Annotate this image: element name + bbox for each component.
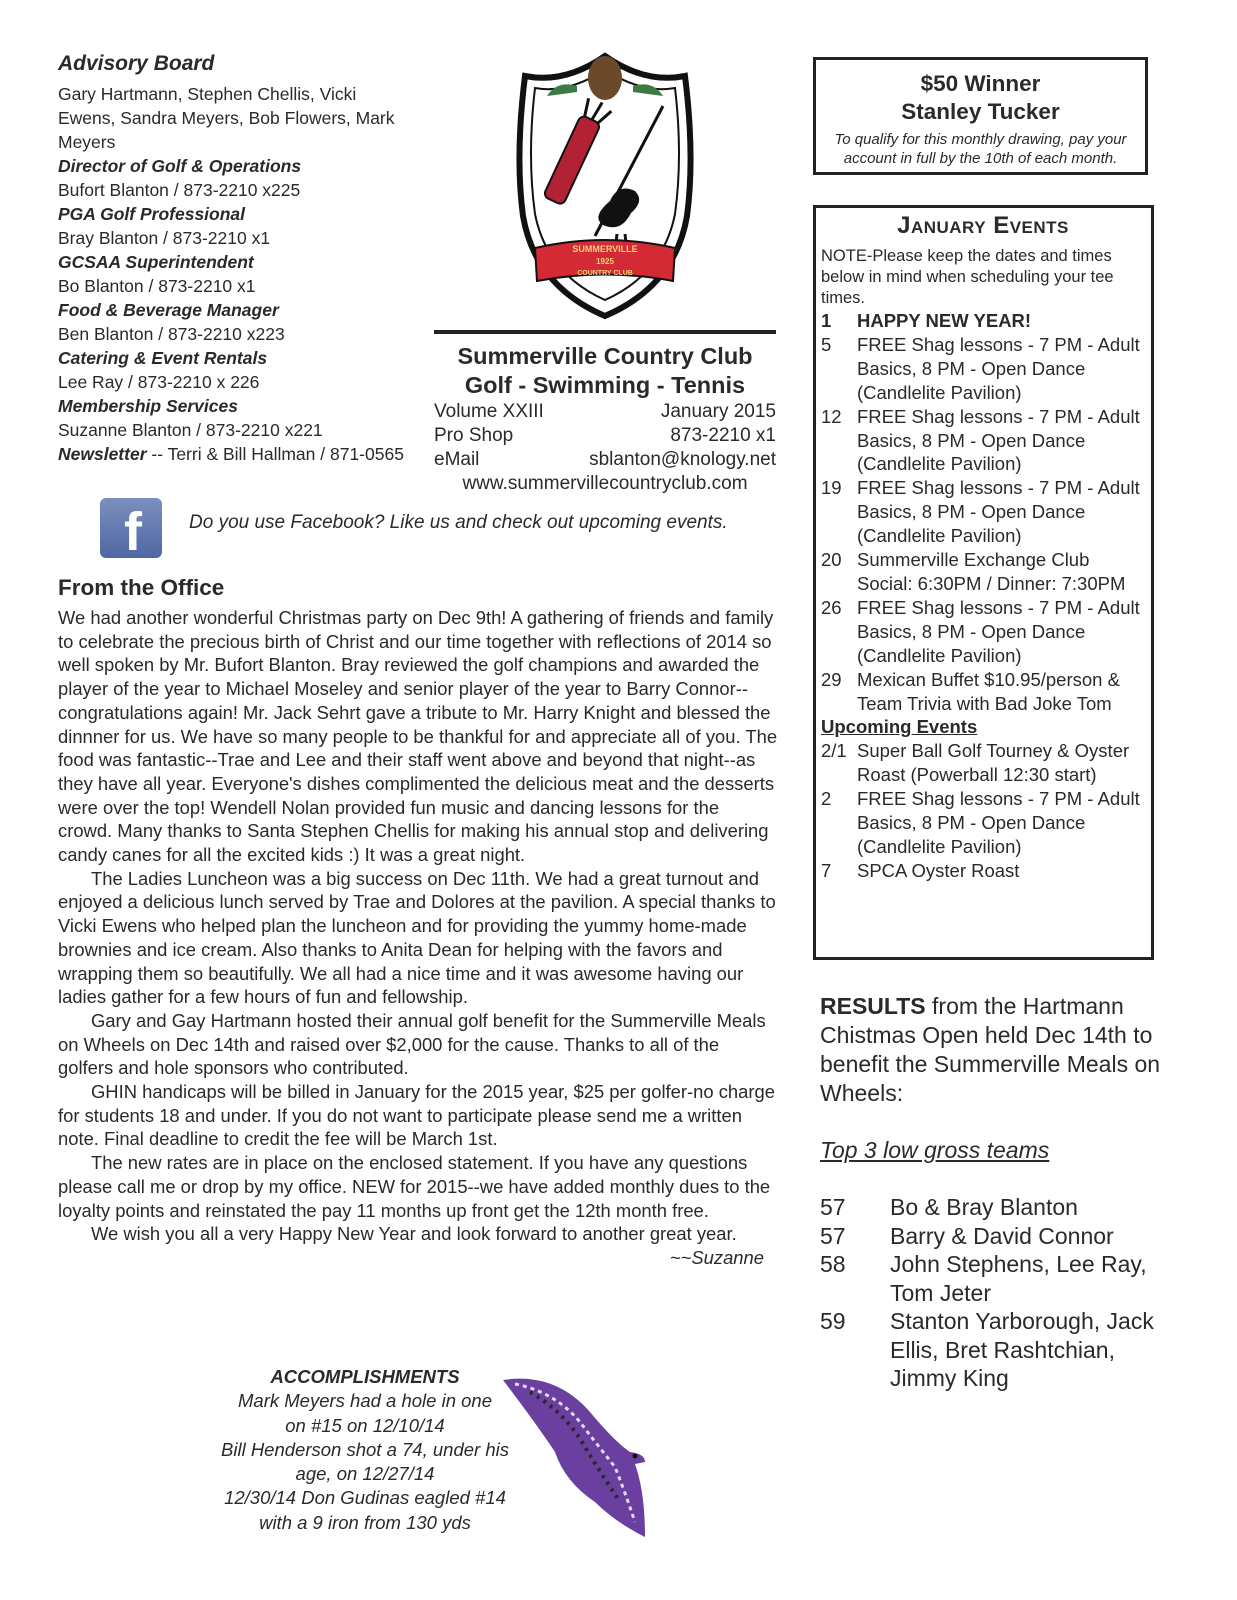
volume-row [434,400,776,424]
result-score: 58 [820,1251,846,1277]
staff-contact: Ben Blanton / 873-2210 x223 [58,324,285,344]
event-item [821,476,1145,548]
event-item [821,405,1145,477]
facebook-glyph: f [124,502,142,562]
staff-role: Membership Services [58,396,238,416]
accomplishment-line: 12/30/14 Don Gudinas eagled #14 [224,1487,506,1509]
event-day: 20 [821,549,842,571]
result-team: Bo & Bray Blanton [890,1194,1078,1220]
advisory-board [58,52,438,466]
winner-name: Stanley Tucker [901,99,1060,124]
event-text: FREE Shag lessons - 7 PM - Adult Basics, 8 PM - Open Dance (Candlelite Pavilion) [857,596,1140,666]
office-paragraph: Gary and Gay Hartmann hosted their annual golf benefit for the Summerville Meals on Wheels on Dec 14th and raised over $2,000 for the cause. Thanks to all of the golfers and hole sponsors who contributed. [58,1009,766,1079]
event-text: FREE Shag lessons - 7 PM - Adult Basics, 8 PM - Open Dance (Candlelite Pavilion) [857,477,1140,547]
results-lead-bold: RESULTS [820,993,926,1019]
proshop-phone: 873-2210 x1 [670,425,776,446]
office-heading: From the Office [58,575,225,600]
proshop-label: Pro Shop [434,425,514,446]
staff-contact: Lee Ray / 873-2210 x 226 [58,372,260,392]
email-row [434,448,776,472]
result-team: Stanton Yarborough, Jack Ellis, Bret Rashtchian, Jimmy King [890,1308,1154,1391]
office-signature: ~~Suzanne [669,1246,764,1268]
monthly-winner-box [813,57,1148,175]
event-text: FREE Shag lessons - 7 PM - Adult Basics, 8 PM - Open Dance (Candlelite Pavilion) [857,333,1140,403]
staff-contact: Bo Blanton / 873-2210 x1 [58,276,256,296]
result-row [820,1307,1180,1393]
accomplishment-line: with a 9 iron from 130 yds [259,1511,471,1533]
office-paragraph-last [58,1222,778,1268]
newsletter-label: Newsletter [58,444,147,464]
event-item [821,787,1145,859]
advisory-heading: Advisory Board [58,52,215,75]
eagle-icon [495,1372,655,1547]
staff-contact: Bufort Blanton / 873-2210 x225 [58,180,301,200]
event-item [821,309,1145,333]
result-team: John Stephens, Lee Ray, Tom Jeter [890,1251,1147,1306]
staff-contact: Bray Blanton / 873-2210 x1 [58,228,271,248]
event-item [821,333,1145,405]
staff-role: Director of Golf & Operations [58,156,302,176]
result-score: 57 [820,1222,846,1249]
event-text: Super Ball Golf Tourney & Oyster Roast (Powerball 12:30 start) [857,740,1130,786]
results-lead-text: from the Hartmann Chistmas Open held Dec 14th to benefit the Summerville Meals on Wheels: [820,993,1161,1106]
event-item [821,596,1145,668]
newsletter-credit [58,442,438,466]
winner-note: To qualify for this monthly drawing, pay your account in full by the 10th of each month. [834,131,1127,167]
accomplishment-line: on #15 on 12/10/14 [285,1414,445,1436]
accomplishment-line: Mark Meyers had a hole in one [238,1390,492,1412]
office-paragraph: The Ladies Luncheon was a big success on Dec 11th. We had a great turnout and enjoyed a delicious lunch served by Trae and Dolores at the pavilion. A special thanks to Vicki Ewens who helped plan the luncheon and for providing the yummy home-made brownies and ice cream. Also thanks to Anita Dean for helping with the favors and wrapping them so beautifully. We all had a nice time and it was awesome having our ladies gather for a few hours of fun and fellowship. [58,867,776,1008]
staff-list [58,154,438,442]
result-row [820,1250,1180,1307]
result-score: 57 [820,1194,846,1220]
club-logo [505,36,705,326]
staff-role: GCSAA Superintendent [58,252,254,272]
staff-role: Catering & Event Rentals [58,348,268,368]
event-day: 12 [821,405,842,427]
upcoming-list [821,739,1145,882]
volume: Volume XXIII [434,401,544,422]
event-day: 29 [821,668,842,690]
proshop-row [434,424,776,448]
event-day: 2 [821,788,832,810]
events-list [821,309,1145,715]
logo-year: 1925 [596,257,614,266]
event-day: 2/1 [821,740,847,762]
facebook-icon [100,498,162,562]
club-name: Summerville Country Club [457,343,753,369]
facebook-text: Do you use Facebook? Like us and check out upcoming events. [189,512,728,533]
event-item [821,548,1145,596]
masthead [434,330,776,496]
result-row [820,1222,1180,1251]
events-note: NOTE-Please keep the dates and times below in mind when scheduling your tee times. [821,247,1114,307]
result-team: Barry & David Connor [890,1222,1114,1249]
teams-heading: Top 3 low gross teams [820,1137,1050,1163]
event-text: Summerville Exchange Club Social: 6:30PM / Dinner: 7:30PM [857,549,1126,594]
office-paragraph: We had another wonderful Christmas party on Dec 9th! A gathering of friends and family to celebrate the precious birth of Christ and our time together with reflections of 2014 so well spoken by Mr. Bufort Blanton. Bray reviewed the golf champions and awarded the player of the year to Michael Moseley and senior player of the year to Barry Connor--congratulations again! Mr. Jack Sehrt gave a tribute to Mr. Harry Knight and blessed the dinnner for us. We have so many people to be thankful for and appreciate all of you. The food was fantastic--Trae and Lee and their staff went above and beyond that night--as they have all year. Everyone's dishes complimented the delicious meat and the desserts were over the top! Wendell Nolan provided fun music and dancing lessons for the crowd. Many thanks to Santa Stephen Chellis for making his annual stop and delivering candy canes for all the excited kids :) It was a great night. [58,607,778,866]
staff-role: PGA Golf Professional [58,204,246,224]
office-paragraph: GHIN handicaps will be billed in January for the 2015 year, $25 per golfer-no charge for students 18 and under. If you do not want to participate please send me a written note. Final deadline to credit the fee will be March 1st. [58,1081,775,1150]
logo-name: SUMMERVILLE [572,244,638,254]
event-text: FREE Shag lessons - 7 PM - Adult Basics, 8 PM - Open Dance (Candlelite Pavilion) [857,405,1140,475]
result-score: 59 [820,1308,846,1334]
accomplishments-heading: ACCOMPLISHMENTS [270,1366,460,1387]
january-events-box [813,205,1154,960]
event-item [821,859,1145,883]
tournament-results [820,992,1180,1393]
staff-contact: Suzanne Blanton / 873-2210 x221 [58,420,323,440]
event-day: 19 [821,477,842,499]
results-table [820,1193,1180,1393]
club-tagline: Golf - Swimming - Tennis [464,372,746,398]
result-row [820,1193,1180,1222]
event-item [821,668,1145,716]
upcoming-heading: Upcoming Events [821,716,978,738]
results-lead [820,992,1180,1108]
event-text: HAPPY NEW YEAR! [857,310,1032,331]
event-text: Mexican Buffet $10.95/person & Team Trivia with Bad Joke Tom [857,668,1120,714]
advisory-members: Gary Hartmann, Stephen Chellis, Vicki Ewens, Sandra Meyers, Bob Flowers, Mark Meyers [58,84,395,152]
event-text: FREE Shag lessons - 7 PM - Adult Basics, 8 PM - Open Dance (Candlelite Pavilion) [857,788,1140,857]
events-title: January Events [897,212,1069,239]
event-item [821,739,1145,787]
event-day: 26 [821,596,842,618]
accomplishment-line: age, on 12/27/14 [295,1463,435,1485]
office-closing: We wish you all a very Happy New Year and look forward to another great year. [91,1223,737,1245]
office-paragraph: The new rates are in place on the enclosed statement. If you have any questions please call me or drop by my office. NEW for 2015--we have added monthly dues to the loyalty points and reinstated the pay 11 months up front get the 12th month free. [58,1152,771,1221]
event-day: 1 [821,310,832,331]
winner-prize: $50 Winner [920,71,1041,96]
website: www.summervillecountryclub.com [462,473,748,494]
email-address: sblanton@knology.net [589,449,776,470]
logo-sub: COUNTRY CLUB [577,270,633,277]
staff-role: Food & Beverage Manager [58,300,279,320]
issue-date: January 2015 [660,401,776,422]
from-the-office [58,575,778,1270]
newsletter-value: -- Terri & Bill Hallman / 871-0565 [146,444,404,464]
email-label: eMail [434,449,480,470]
event-day: 5 [821,333,832,355]
event-day: 7 [821,859,832,881]
event-text: SPCA Oyster Roast [857,859,1020,881]
accomplishment-line: Bill Henderson shot a 74, under his [221,1438,509,1460]
accomplishments [200,1365,530,1535]
